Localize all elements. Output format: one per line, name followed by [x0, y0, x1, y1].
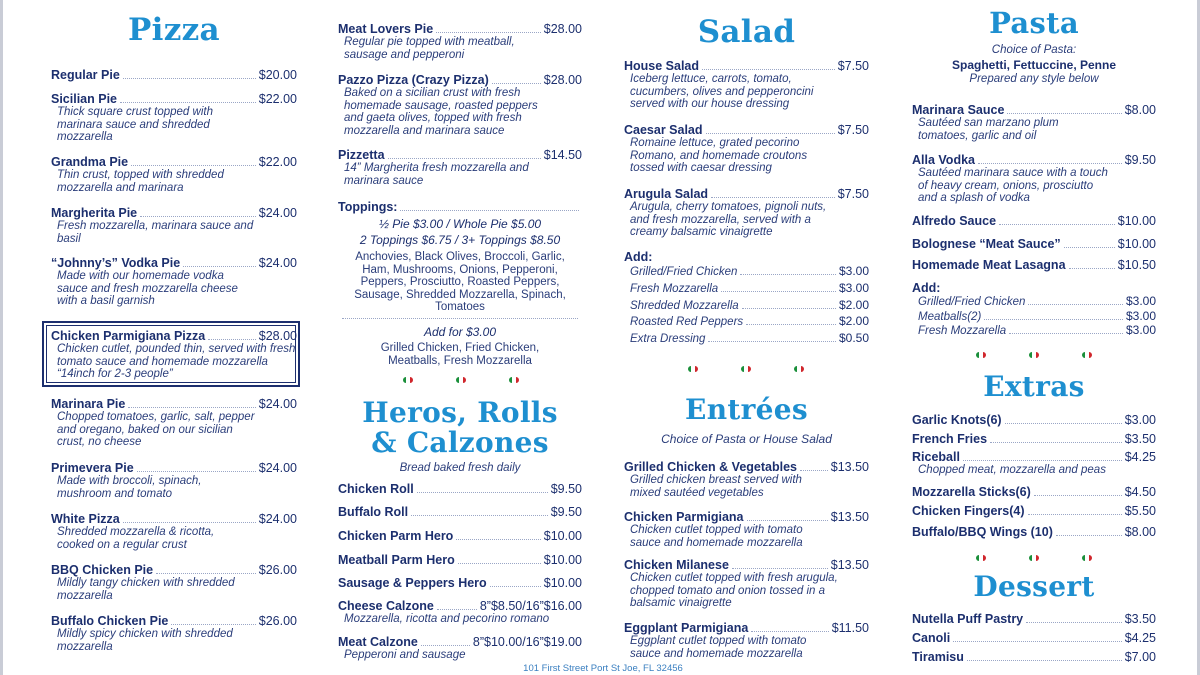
item-price: $24.00 [258, 461, 297, 475]
item-price: $9.50 [550, 482, 582, 496]
item-desc: Eggplant cutlet topped with tomato sauce and homemade mozzarella [630, 635, 807, 660]
item-desc: Chicken cutlet topped with tomato sauce and homemade mozzarella [630, 524, 803, 549]
item-price: $28.00 [543, 73, 582, 87]
add-item [624, 314, 869, 331]
item-price: $28.00 [258, 329, 297, 343]
add-item-price: $3.00 [838, 280, 869, 295]
heros-title-line-2: & Calzones [371, 426, 549, 459]
italian-flag-icon [794, 366, 804, 372]
add-item-name: Grilled/Fried Chicken [630, 266, 738, 278]
menu-item [912, 631, 1156, 645]
item-desc: Regular pie topped with meatball, sausage and pepperoni [344, 36, 515, 61]
menu-item [338, 148, 582, 187]
item-desc: Fresh mozzarella, marinara sauce and basil [57, 220, 254, 245]
item-desc: Made with our homemade vodka sauce and fresh mozzarella cheese with a basil garnish [57, 270, 238, 307]
item-name: Buffalo Roll [338, 505, 409, 519]
footer-address: 101 First Street Port St Joe, FL 32456 [523, 663, 683, 674]
item-name: Canoli [912, 631, 951, 645]
item-price: $24.00 [258, 256, 297, 270]
item-price: $26.00 [258, 614, 297, 628]
italian-flag-icon [976, 555, 986, 561]
item-name: Chicken Roll [338, 482, 414, 496]
menu-item [338, 482, 582, 496]
add-item [624, 298, 869, 315]
item-name: Marinara Pie [51, 397, 126, 411]
pizza-title: Pizza [128, 12, 220, 48]
item-name: Mozzarella Sticks(6) [912, 485, 1031, 499]
add-item [624, 281, 869, 298]
item-desc: Chopped meat, mozzarella and peas [918, 464, 1106, 476]
item-name: Sicilian Pie [51, 92, 118, 106]
menu-item [624, 460, 869, 499]
menu-item [338, 599, 582, 626]
heros-title [338, 398, 582, 458]
item-price: $8.00 [1124, 525, 1156, 539]
item-price: $28.00 [543, 22, 582, 36]
item-desc: Thin crust, topped with shredded mozzarella and marinara [57, 169, 224, 194]
item-price: $10.00 [1117, 237, 1156, 251]
item-price: $26.00 [258, 563, 297, 577]
item-desc: Shredded mozzarella & ricotta, cooked on a regular crust [57, 526, 215, 551]
add-item [912, 324, 1156, 339]
item-desc: Mozzarella, ricotta and pecorino romano [344, 613, 550, 625]
toppings-label: Toppings: [338, 200, 398, 214]
item-name: Pazzo Pizza (Crazy Pizza) [338, 73, 489, 87]
item-price: $13.50 [830, 510, 869, 524]
add-item-name: Roasted Red Peppers [630, 316, 744, 329]
item-name: Grandma Pie [51, 155, 129, 169]
toppings-price-2: 2 Toppings $6.75 / 3+ Toppings $8.50 [359, 233, 561, 247]
add-item-name: Fresh Mozzarella [918, 325, 1007, 337]
menu-item [51, 461, 297, 500]
add-label: Add for $3.00 [423, 324, 497, 339]
add-item-name: Grilled/Fried Chicken [918, 296, 1026, 308]
item-name: Garlic Knots(6) [912, 413, 1002, 427]
item-price: $9.50 [1124, 153, 1156, 167]
item-price: $3.00 [1124, 413, 1156, 427]
item-price: $3.50 [1124, 612, 1156, 626]
add-item [624, 331, 869, 348]
item-name: Riceball [912, 450, 960, 464]
menu-item [624, 123, 869, 175]
item-desc: Grilled chicken breast served with mixed sautéed vegetables [630, 474, 802, 499]
menu-item [51, 563, 297, 602]
item-name: Buffalo/BBQ Wings (10) [912, 525, 1053, 539]
menu-item [912, 504, 1156, 518]
menu-item [51, 68, 297, 82]
item-name: Alla Vodka [912, 153, 975, 167]
item-name: Marinara Sauce [912, 103, 1005, 117]
extras-title: Extras [983, 370, 1085, 403]
item-price: $14.50 [543, 148, 582, 162]
item-desc: Sautéed san marzano plum tomatoes, garlic and oil [918, 117, 1059, 142]
item-price: $7.50 [837, 187, 869, 201]
heros-subtitle: Bread baked fresh daily [399, 462, 521, 474]
item-name: Arugula Salad [624, 187, 709, 201]
italian-flag-icon [741, 366, 751, 372]
add-item-price: $3.00 [1125, 308, 1156, 323]
item-name: Chicken Parmigiana Pizza [51, 329, 206, 343]
add-item [912, 310, 1156, 325]
item-desc: Thick square crust topped with marinara sauce and shredded mozzarella [57, 106, 213, 143]
item-price: $10.00 [1117, 214, 1156, 228]
item-name: White Pizza [51, 512, 120, 526]
item-price: $22.00 [258, 92, 297, 106]
toppings-price-1: ½ Pie $3.00 / Whole Pie $5.00 [378, 217, 542, 231]
menu-item [912, 432, 1156, 446]
menu-item [338, 505, 582, 519]
italian-flag-icon [1082, 555, 1092, 561]
menu-item [51, 256, 297, 308]
salad-add-block [624, 250, 869, 348]
flag-divider [688, 366, 804, 372]
item-desc: 14” Margherita fresh mozzarella and marinara sauce [344, 162, 529, 187]
menu-item [338, 529, 582, 543]
item-name: Bolognese “Meat Sauce” [912, 237, 1061, 251]
item-name: Primevera Pie [51, 461, 134, 475]
menu-item [912, 450, 1156, 477]
flag-divider [976, 352, 1092, 358]
item-name: Meat Lovers Pie [338, 22, 434, 36]
italian-flag-icon [688, 366, 698, 372]
item-price: $8.00 [1124, 103, 1156, 117]
add-item-name: Fresh Mozzarella [630, 282, 719, 295]
menu-item [912, 103, 1156, 142]
item-desc: Sautéed marinara sauce with a touch of heavy cream, onions, prosciutto and a splash of vodka [918, 167, 1108, 204]
item-name: Nutella Puff Pastry [912, 612, 1024, 626]
item-name: Margherita Pie [51, 206, 138, 220]
add-item [912, 295, 1156, 310]
item-name: Meatball Parm Hero [338, 553, 455, 567]
heros-title-line-1: Heros, Rolls [362, 396, 558, 429]
item-price: $3.50 [1124, 432, 1156, 446]
item-price: $10.00 [543, 576, 582, 590]
item-name: Chicken Milanese [624, 558, 729, 572]
item-name: “Johnny’s” Vodka Pie [51, 256, 181, 270]
item-name: BBQ Chicken Pie [51, 563, 154, 577]
menu-item [912, 237, 1156, 251]
item-price: $4.25 [1124, 450, 1156, 464]
italian-flag-icon [509, 377, 519, 383]
add-item-price: $0.50 [838, 331, 869, 346]
item-price: $10.00 [543, 529, 582, 543]
item-price: $22.00 [258, 155, 297, 169]
menu-item [338, 576, 582, 590]
menu-item [912, 612, 1156, 626]
item-price: $10.50 [1117, 258, 1156, 272]
item-desc: Iceberg lettuce, carrots, tomato, cucumbers, olives and pepperoncini served with our house dressing [630, 73, 814, 110]
menu-item [51, 397, 297, 449]
item-desc: Mildly spicy chicken with shredded mozzarella [57, 628, 233, 653]
item-name: Meat Calzone [338, 635, 418, 649]
menu-item-featured [51, 329, 297, 381]
add-item-name: Extra Dressing [630, 333, 706, 346]
item-price: $13.50 [830, 558, 869, 572]
item-price: $4.25 [1124, 631, 1156, 645]
item-price: $7.00 [1124, 650, 1156, 664]
add-item-price: $2.00 [838, 297, 869, 312]
item-name: Eggplant Parmigiana [624, 621, 749, 635]
menu-item [912, 650, 1156, 664]
item-price: $24.00 [258, 512, 297, 526]
italian-flag-icon [456, 377, 466, 383]
italian-flag-icon [1082, 352, 1092, 358]
menu-item [912, 258, 1156, 272]
menu-item [912, 525, 1156, 539]
item-price: $24.00 [258, 206, 297, 220]
item-name: Alfredo Sauce [912, 214, 997, 228]
pasta-choice: Choice of Pasta: [991, 44, 1077, 56]
menu-item [912, 485, 1156, 499]
menu-item [51, 614, 297, 653]
item-name: Buffalo Chicken Pie [51, 614, 169, 628]
menu-item [624, 59, 869, 111]
menu-item [912, 153, 1156, 205]
flag-divider [403, 377, 519, 383]
add-item-price: $2.00 [838, 314, 869, 329]
italian-flag-icon [1029, 555, 1039, 561]
item-name: Pizzetta [338, 148, 385, 162]
item-name: French Fries [912, 432, 988, 446]
item-price: $11.50 [831, 621, 869, 635]
flag-divider [976, 555, 1092, 561]
menu-item [51, 92, 297, 144]
menu-item [624, 510, 869, 549]
item-price: $7.50 [837, 123, 869, 137]
menu-item [51, 155, 297, 194]
pasta-style: Prepared any style below [969, 73, 1099, 85]
add-item [624, 264, 869, 281]
toppings-block [338, 200, 582, 367]
item-desc: Pepperoni and sausage [344, 649, 466, 661]
menu-item [338, 73, 582, 137]
item-desc: Chopped tomatoes, garlic, salt, pepper and oregano, baked on our sicilian crust, no cheese [57, 411, 255, 448]
entrees-subtitle: Choice of Pasta or House Salad [661, 432, 832, 446]
menu-item [338, 22, 582, 61]
menu-item [51, 512, 297, 551]
item-desc: Romaine lettuce, grated pecorino Romano, and homemade croutons tossed with caesar dressing [630, 137, 808, 174]
item-desc: Chicken cutlet, pounded thin, served with fresh tomato sauce and homemade mozzarella “14inch for 2-3 people” [57, 343, 296, 380]
add-item-price: $3.00 [838, 264, 869, 278]
item-name: Grilled Chicken & Vegetables [624, 460, 797, 474]
add-item-name: Meatballs(2) [918, 310, 982, 323]
item-name: House Salad [624, 59, 700, 73]
item-name: Homemade Meat Lasagna [912, 258, 1066, 272]
add-item-price: $3.00 [1125, 294, 1156, 308]
item-name: Regular Pie [51, 68, 120, 82]
item-desc: Arugula, cherry tomatoes, pignoli nuts, and fresh mozzarella, served with a creamy balsamic vinaigrette [630, 201, 827, 238]
item-price: 8”$8.50/16”$16.00 [479, 599, 582, 613]
pasta-add-block [912, 281, 1156, 339]
italian-flag-icon [976, 352, 986, 358]
menu-item [912, 214, 1156, 228]
item-name: Tiramisu [912, 650, 964, 664]
item-name: Chicken Parm Hero [338, 529, 454, 543]
menu-item [912, 413, 1156, 427]
entrees-title: Entrées [685, 393, 808, 426]
item-name: Cheese Calzone [338, 599, 434, 613]
italian-flag-icon [1029, 352, 1039, 358]
item-price: $24.00 [258, 397, 297, 411]
toppings-list: Anchovies, Black Olives, Broccoli, Garlic, Ham, Mushrooms, Onions, Pepperoni, Peppers, Prosciutto, Roasted Peppers, Sausage, Shredded Mozzarella, Spinach, Tomatoes [354, 251, 566, 314]
item-desc: Baked on a sicilian crust with fresh homemade sausage, roasted peppers and gaeta olives, topped with fresh mozzarella and marinara sauce [344, 87, 538, 137]
salad-title: Salad [697, 14, 796, 50]
item-desc: Made with broccoli, spinach, mushroom and tomato [57, 475, 202, 500]
menu-item [624, 621, 869, 660]
item-price: $4.50 [1124, 485, 1156, 499]
menu-item [624, 187, 869, 239]
item-desc: Chicken cutlet topped with fresh arugula, chopped tomato and onion tossed in a balsamic vinaigrette [630, 572, 838, 609]
item-name: Chicken Fingers(4) [912, 504, 1025, 518]
menu-item [338, 635, 582, 662]
item-price: $9.50 [550, 505, 582, 519]
item-desc: Mildly tangy chicken with shredded mozzarella [57, 577, 235, 602]
item-price: $20.00 [258, 68, 297, 82]
add-item-name: Shredded Mozzarella [630, 299, 739, 312]
item-name: Caesar Salad [624, 123, 703, 137]
item-price: 8”$10.00/16”$19.00 [472, 635, 582, 649]
item-name: Sausage & Peppers Hero [338, 576, 487, 590]
item-price: $10.00 [543, 553, 582, 567]
add-label: Add: [624, 250, 653, 264]
add-item-price: $3.00 [1125, 323, 1156, 337]
item-price: $13.50 [830, 460, 869, 474]
pasta-title: Pasta [989, 6, 1079, 40]
pasta-types: Spaghetti, Fettuccine, Penne [951, 58, 1117, 72]
italian-flag-icon [403, 377, 413, 383]
menu-item [624, 558, 869, 610]
menu-item [51, 206, 297, 245]
item-price: $7.50 [837, 59, 869, 73]
menu-item [338, 553, 582, 567]
add-label: Add: [912, 281, 941, 295]
dessert-title: Dessert [973, 570, 1095, 603]
item-price: $5.50 [1124, 504, 1156, 518]
item-name: Chicken Parmigiana [624, 510, 744, 524]
add-list: Grilled Chicken, Fried Chicken, Meatballs, Fresh Mozzarella [380, 341, 540, 367]
